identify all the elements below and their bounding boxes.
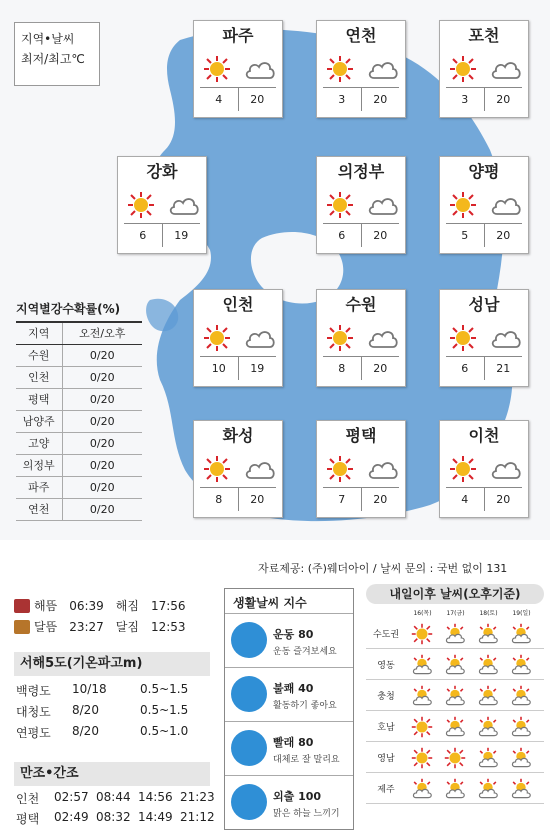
city-card: [316, 156, 406, 254]
partly-cloudy-icon: [505, 746, 538, 768]
life-index-panel: [224, 588, 354, 830]
sun-icon: [203, 324, 231, 352]
partly-cloudy-icon: [439, 653, 472, 675]
index-desc: 운동 즐겨보세요: [273, 647, 337, 657]
moonrise-icon: [14, 620, 30, 634]
island-temp: 8/20: [72, 724, 99, 738]
index-title: 외출 100: [273, 790, 322, 803]
partly-cloudy-icon: [472, 777, 505, 799]
city-name: 강화: [146, 162, 178, 181]
cloud-icon: [244, 458, 276, 480]
forecast-row: [366, 680, 544, 711]
cloud-icon: [244, 327, 276, 349]
region-cell: 남양주: [16, 410, 62, 432]
city-card: [439, 289, 529, 387]
list-item: [225, 667, 353, 721]
list-item: [16, 682, 188, 699]
city-name: 성남: [468, 295, 500, 314]
partly-cloudy-icon: [505, 777, 538, 799]
partly-cloudy-icon: [472, 684, 505, 706]
list-item: [225, 613, 353, 667]
index-title: 운동 80: [273, 628, 314, 641]
partly-cloudy-icon: [439, 684, 472, 706]
partly-cloudy-icon: [472, 715, 505, 737]
tide-title: 만조•간조: [14, 762, 210, 786]
sunrise-time: 06:39: [69, 598, 104, 613]
region-cell: 수원: [16, 344, 62, 366]
sun-icon: [203, 455, 231, 483]
high-temp: 20: [496, 229, 511, 242]
laundry-icon: [231, 730, 267, 766]
sunrise-label: 해뜸: [34, 599, 58, 613]
forecast-date: 18(토): [479, 610, 498, 617]
list-item: [225, 775, 353, 829]
cloud-icon: [490, 458, 522, 480]
high-temp: 20: [250, 493, 265, 506]
cloud-icon: [367, 458, 399, 480]
list-item: [16, 790, 215, 807]
sunrise-icon: [14, 599, 30, 613]
tide-time: 14:56: [138, 790, 173, 804]
forecast-dates: [406, 608, 544, 618]
tide-time: 14:49: [138, 810, 173, 824]
list-item: [225, 721, 353, 775]
city-card: [117, 156, 207, 254]
sun-icon: [449, 324, 477, 352]
partly-cloudy-icon: [505, 715, 538, 737]
cloud-icon: [244, 58, 276, 80]
low-temp: 4: [200, 88, 239, 111]
table-row: [16, 388, 142, 410]
region-cell: 평택: [16, 388, 62, 410]
island-temp: 8/20: [72, 703, 99, 717]
forecast-row: [366, 618, 544, 649]
rain-header: 오전/오후: [62, 322, 142, 344]
legend-unit: 최저/최고℃: [21, 52, 85, 66]
sun-icon: [326, 191, 354, 219]
sun-icon: [406, 746, 439, 768]
forecast-region: 영동: [377, 660, 395, 671]
moonset-label: 달짐: [115, 620, 139, 634]
partly-cloudy-icon: [439, 777, 472, 799]
city-card: [439, 20, 529, 118]
forecast-region: 제주: [377, 784, 395, 795]
table-row: [16, 432, 142, 454]
high-temp: 20: [250, 93, 265, 106]
sun-icon: [127, 191, 155, 219]
partly-cloudy-icon: [472, 653, 505, 675]
index-title: 불쾌 40: [273, 682, 314, 695]
partly-cloudy-icon: [406, 653, 439, 675]
tide-time: 02:49: [54, 810, 89, 824]
partly-cloudy-icon: [505, 622, 538, 644]
low-temp: 7: [323, 488, 362, 511]
partly-cloudy-icon: [472, 746, 505, 768]
cloud-icon: [367, 58, 399, 80]
forecast-region: 호남: [377, 722, 395, 733]
discomfort-icon: [231, 676, 267, 712]
wave-height: 0.5~1.5: [140, 703, 189, 717]
city-name: 평택: [345, 426, 377, 445]
rain-probability: [16, 300, 142, 521]
exercise-icon: [231, 622, 267, 658]
sun-icon: [449, 55, 477, 83]
sun-icon: [449, 191, 477, 219]
sea-title: 서해5도(기온파고m): [14, 652, 210, 676]
forecast-region: 수도권: [372, 629, 400, 640]
value-cell: 0/20: [62, 454, 142, 476]
forecast-date: 19(일): [512, 610, 531, 617]
rain-header: 지역: [16, 322, 62, 344]
forecast-row: [366, 773, 544, 804]
partly-cloudy-icon: [406, 684, 439, 706]
legend-title: 지역•날씨: [21, 32, 75, 46]
city-name: 수원: [345, 295, 377, 314]
high-temp: 20: [373, 93, 388, 106]
forecast-date: 16(목): [413, 610, 432, 617]
moon-times: [14, 618, 198, 635]
port-name: 평택: [16, 812, 40, 826]
value-cell: 0/20: [62, 388, 142, 410]
city-card: [316, 20, 406, 118]
sun-icon: [326, 55, 354, 83]
partly-cloudy-icon: [439, 715, 472, 737]
high-temp: 19: [174, 229, 189, 242]
forecast-date: 17(금): [446, 610, 465, 617]
cloud-icon: [490, 194, 522, 216]
city-name: 인천: [222, 295, 254, 314]
low-temp: 6: [124, 224, 163, 247]
region-cell: 의정부: [16, 454, 62, 476]
tide-time: 21:12: [180, 810, 215, 824]
island-name: 대청도: [16, 705, 51, 719]
low-temp: 6: [446, 357, 485, 380]
high-temp: 20: [496, 93, 511, 106]
city-card: [316, 289, 406, 387]
life-title: 생활날씨 지수: [233, 596, 307, 610]
tide-time: 02:57: [54, 790, 89, 804]
city-name: 양평: [468, 162, 500, 181]
moonset-time: 12:53: [150, 619, 186, 634]
city-name: 연천: [345, 26, 377, 45]
tide-time: 21:23: [180, 790, 215, 804]
sun-icon: [439, 746, 472, 768]
value-cell: 0/20: [62, 344, 142, 366]
city-name: 이천: [468, 426, 500, 445]
region-cell: 연천: [16, 498, 62, 520]
list-item: [16, 703, 188, 720]
forecast-row: [366, 742, 544, 773]
sun-icon: [449, 455, 477, 483]
city-card: [316, 420, 406, 518]
wave-height: 0.5~1.5: [140, 682, 189, 696]
island-temp: 10/18: [72, 682, 107, 696]
city-card: [439, 156, 529, 254]
tide-time: 08:44: [96, 790, 131, 804]
tide-time: 08:32: [96, 810, 131, 824]
region-cell: 파주: [16, 476, 62, 498]
island-name: 백령도: [16, 684, 51, 698]
rain-title: 지역별강수확률(%): [16, 302, 121, 316]
island-name: 연평도: [16, 726, 51, 740]
region-cell: 인천: [16, 366, 62, 388]
low-temp: 5: [446, 224, 485, 247]
low-temp: 3: [323, 88, 362, 111]
city-card: [193, 289, 283, 387]
high-temp: 20: [373, 362, 388, 375]
city-name: 파주: [222, 26, 254, 45]
city-name: 포천: [468, 26, 500, 45]
cloud-icon: [490, 58, 522, 80]
forecast-region: 충청: [377, 691, 395, 702]
index-desc: 맑은 하늘 느끼기: [273, 809, 340, 819]
sun-times: [14, 597, 198, 614]
high-temp: 20: [496, 493, 511, 506]
value-cell: 0/20: [62, 476, 142, 498]
table-row: [16, 476, 142, 498]
forecast-row: [366, 711, 544, 742]
data-source: 자료제공: (주)웨더아이 / 날씨 문의 : 국번 없이 131: [258, 562, 508, 575]
sunset-time: 17:56: [150, 598, 186, 613]
cloud-icon: [490, 327, 522, 349]
sunset-label: 해짐: [115, 599, 139, 613]
high-temp: 21: [496, 362, 511, 375]
outing-icon: [231, 784, 267, 820]
list-item: [16, 810, 215, 827]
sun-icon: [203, 55, 231, 83]
moonrise-label: 달뜸: [34, 620, 58, 634]
low-temp: 6: [323, 224, 362, 247]
sun-icon: [406, 622, 439, 644]
index-desc: 대체로 잘 말리요: [273, 755, 340, 765]
partly-cloudy-icon: [439, 622, 472, 644]
low-temp: 3: [446, 88, 485, 111]
cloud-icon: [367, 327, 399, 349]
sun-icon: [326, 324, 354, 352]
forecast-region: 영남: [377, 753, 395, 764]
low-temp: 10: [200, 357, 239, 380]
rain-table: [16, 321, 142, 521]
legend-box: [14, 22, 100, 86]
high-temp: 20: [373, 493, 388, 506]
partly-cloudy-icon: [505, 684, 538, 706]
port-name: 인천: [16, 792, 40, 806]
table-row: [16, 498, 142, 520]
cloud-icon: [367, 194, 399, 216]
high-temp: 20: [373, 229, 388, 242]
forecast-row: [366, 649, 544, 680]
city-name: 화성: [222, 426, 254, 445]
partly-cloudy-icon: [406, 777, 439, 799]
low-temp: 8: [200, 488, 239, 511]
high-temp: 19: [250, 362, 265, 375]
sun-icon: [406, 715, 439, 737]
table-row: [16, 344, 142, 366]
sun-icon: [326, 455, 354, 483]
cloud-icon: [168, 194, 200, 216]
forecast-panel: [366, 584, 544, 804]
wave-height: 0.5~1.0: [140, 724, 189, 738]
city-card: [193, 20, 283, 118]
low-temp: 8: [323, 357, 362, 380]
index-desc: 활동하기 좋아요: [273, 701, 337, 711]
forecast-title: 내일이후 날씨(오후기준): [366, 584, 544, 604]
city-card: [193, 420, 283, 518]
partly-cloudy-icon: [472, 622, 505, 644]
value-cell: 0/20: [62, 498, 142, 520]
moonrise-time: 23:27: [69, 619, 104, 634]
value-cell: 0/20: [62, 432, 142, 454]
value-cell: 0/20: [62, 410, 142, 432]
table-row: [16, 454, 142, 476]
value-cell: 0/20: [62, 366, 142, 388]
low-temp: 4: [446, 488, 485, 511]
index-title: 빨래 80: [273, 736, 314, 749]
partly-cloudy-icon: [505, 653, 538, 675]
city-name: 의정부: [337, 162, 385, 181]
city-card: [439, 420, 529, 518]
table-row: [16, 410, 142, 432]
table-row: [16, 366, 142, 388]
region-cell: 고양: [16, 432, 62, 454]
list-item: [16, 724, 188, 741]
